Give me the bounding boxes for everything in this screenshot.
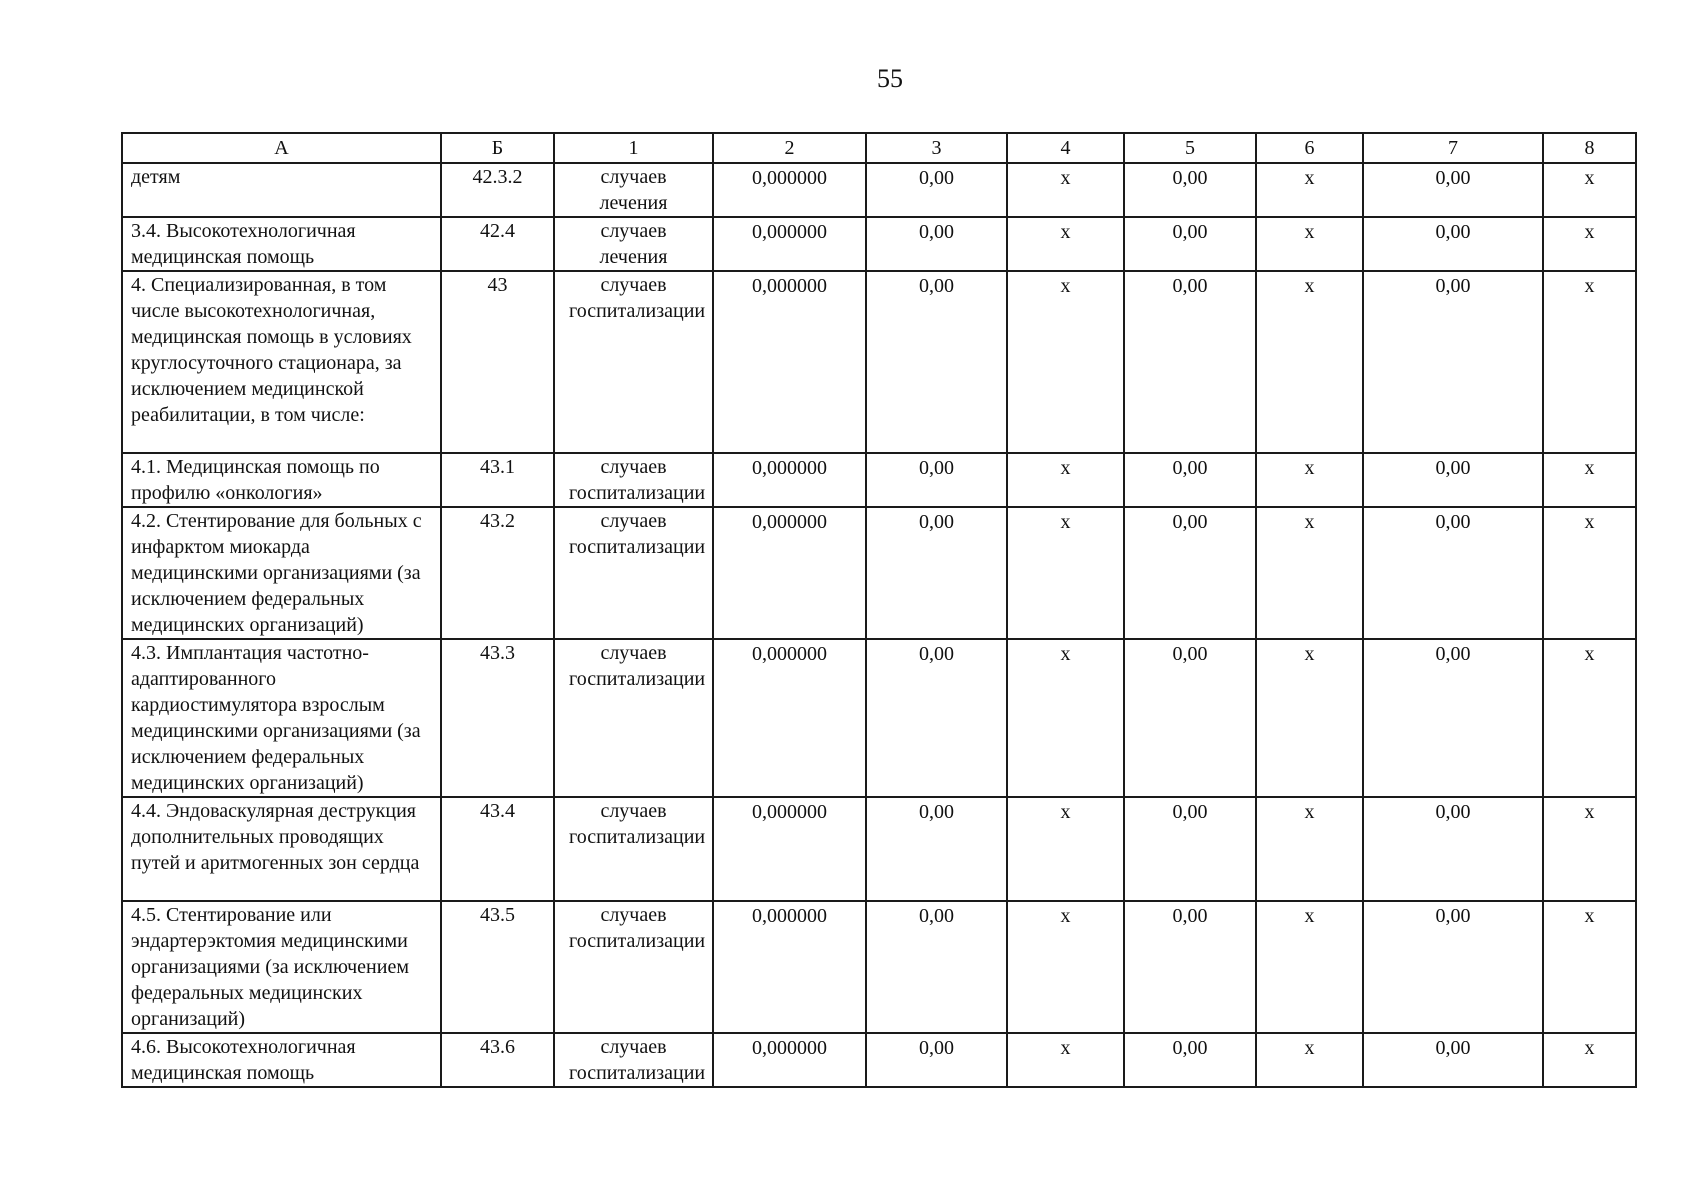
row-code-cell: 43.5 <box>441 901 554 1033</box>
table-row <box>122 901 1636 1033</box>
row-name-cell: детям <box>122 163 441 217</box>
row-unit-cell: случаев госпитализации <box>554 797 713 901</box>
row-unit-cell: случаев госпитализации <box>554 271 713 453</box>
row-value-cell: х <box>1256 901 1363 1033</box>
row-value-cell: х <box>1007 639 1124 797</box>
row-value-cell: 0,00 <box>1124 271 1256 453</box>
row-value-cell: х <box>1007 217 1124 271</box>
row-value-cell: 0,000000 <box>713 271 866 453</box>
row-value-cell: х <box>1007 797 1124 901</box>
row-unit-cell: случаев госпитализации <box>554 639 713 797</box>
row-code-cell: 43.4 <box>441 797 554 901</box>
row-value-cell: х <box>1256 639 1363 797</box>
column-header: 8 <box>1543 133 1636 163</box>
row-value-cell: х <box>1007 901 1124 1033</box>
row-name-cell: 4.2. Стентирование для больных с инфарктом миокарда медицинскими организациями (за исключением федеральных медицинских организаций) <box>122 507 441 639</box>
row-value-cell: х <box>1007 271 1124 453</box>
row-value-cell: 0,000000 <box>713 507 866 639</box>
row-value-cell: 0,00 <box>1124 507 1256 639</box>
table-row <box>122 217 1636 271</box>
row-value-cell: х <box>1256 797 1363 901</box>
column-header: 6 <box>1256 133 1363 163</box>
row-value-cell: х <box>1543 163 1636 217</box>
column-header: 4 <box>1007 133 1124 163</box>
row-value-cell: х <box>1256 507 1363 639</box>
row-value-cell: 0,000000 <box>713 1033 866 1087</box>
row-value-cell: 0,00 <box>1124 901 1256 1033</box>
row-value-cell: 0,000000 <box>713 453 866 507</box>
row-value-cell: 0,00 <box>1363 901 1543 1033</box>
row-name-cell: 4.4. Эндоваскулярная деструкция дополнительных проводящих путей и аритмогенных зон сердца <box>122 797 441 901</box>
row-unit-cell: случаев госпитализации <box>554 1033 713 1087</box>
row-value-cell: 0,00 <box>866 453 1007 507</box>
table-row <box>122 639 1636 797</box>
column-header: Б <box>441 133 554 163</box>
row-code-cell: 43.1 <box>441 453 554 507</box>
column-header: 1 <box>554 133 713 163</box>
row-value-cell: 0,00 <box>1124 453 1256 507</box>
row-value-cell: 0,00 <box>866 507 1007 639</box>
table-row <box>122 507 1636 639</box>
row-value-cell: х <box>1256 271 1363 453</box>
row-value-cell: х <box>1543 797 1636 901</box>
row-value-cell: х <box>1543 1033 1636 1087</box>
row-value-cell: 0,00 <box>866 163 1007 217</box>
row-name-cell: 4. Специализированная, в том числе высокотехнологичная, медицинская помощь в условиях круглосуточного стационара, за исключением медицинской реабилитации, в том числе: <box>122 271 441 453</box>
row-code-cell: 43.2 <box>441 507 554 639</box>
row-value-cell: 0,00 <box>1363 639 1543 797</box>
row-value-cell: 0,00 <box>866 1033 1007 1087</box>
row-value-cell: 0,000000 <box>713 163 866 217</box>
column-header: 3 <box>866 133 1007 163</box>
column-header: 7 <box>1363 133 1543 163</box>
row-value-cell: х <box>1543 453 1636 507</box>
row-value-cell: 0,00 <box>1363 453 1543 507</box>
table-row <box>122 797 1636 901</box>
row-value-cell: 0,000000 <box>713 797 866 901</box>
row-value-cell: 0,00 <box>1363 271 1543 453</box>
page-number: 55 <box>877 64 903 93</box>
row-value-cell: 0,00 <box>1363 507 1543 639</box>
row-value-cell: 0,00 <box>1363 217 1543 271</box>
row-value-cell: х <box>1543 639 1636 797</box>
row-value-cell: х <box>1007 1033 1124 1087</box>
table-row <box>122 1033 1636 1087</box>
row-value-cell: х <box>1543 507 1636 639</box>
row-name-cell: 4.5. Стентирование или эндартерэктомия медицинскими организациями (за исключением федеральных медицинских организаций) <box>122 901 441 1033</box>
row-value-cell: 0,00 <box>1124 163 1256 217</box>
row-value-cell: 0,00 <box>866 217 1007 271</box>
row-name-cell: 3.4. Высокотехнологичная медицинская помощь <box>122 217 441 271</box>
row-value-cell: 0,00 <box>1124 217 1256 271</box>
row-value-cell: х <box>1007 507 1124 639</box>
table-header <box>122 133 1636 163</box>
row-value-cell: 0,000000 <box>713 901 866 1033</box>
column-header: 5 <box>1124 133 1256 163</box>
row-name-cell: 4.3. Имплантация частотно-адаптированного кардиостимулятора взрослым медицинскими организациями (за исключением федеральных медицинских организаций) <box>122 639 441 797</box>
table-row <box>122 163 1636 217</box>
row-value-cell: 0,00 <box>1363 163 1543 217</box>
row-value-cell: 0,00 <box>1363 797 1543 901</box>
row-value-cell: 0,000000 <box>713 639 866 797</box>
row-value-cell: х <box>1256 1033 1363 1087</box>
row-value-cell: х <box>1007 163 1124 217</box>
row-value-cell: 0,00 <box>1124 797 1256 901</box>
row-code-cell: 43 <box>441 271 554 453</box>
column-header: А <box>122 133 441 163</box>
row-value-cell: 0,00 <box>1124 1033 1256 1087</box>
row-value-cell: х <box>1256 453 1363 507</box>
row-unit-cell: случаев лечения <box>554 163 713 217</box>
row-code-cell: 42.3.2 <box>441 163 554 217</box>
table-row <box>122 271 1636 453</box>
row-value-cell: х <box>1543 217 1636 271</box>
row-value-cell: х <box>1256 163 1363 217</box>
row-value-cell: х <box>1543 271 1636 453</box>
row-name-cell: 4.1. Медицинская помощь по профилю «онкология» <box>122 453 441 507</box>
row-value-cell: х <box>1256 217 1363 271</box>
table-row <box>122 453 1636 507</box>
row-unit-cell: случаев госпитализации <box>554 901 713 1033</box>
row-value-cell: 0,00 <box>1124 639 1256 797</box>
row-name-cell: 4.6. Высокотехнологичная медицинская помощь <box>122 1033 441 1087</box>
row-value-cell: 0,00 <box>866 639 1007 797</box>
row-unit-cell: случаев госпитализации <box>554 453 713 507</box>
row-value-cell: 0,00 <box>866 901 1007 1033</box>
data-table <box>121 132 1637 1088</box>
row-value-cell: 0,00 <box>1363 1033 1543 1087</box>
row-value-cell: х <box>1543 901 1636 1033</box>
column-header: 2 <box>713 133 866 163</box>
table-body <box>122 163 1636 1087</box>
row-value-cell: 0,00 <box>866 271 1007 453</box>
row-code-cell: 43.6 <box>441 1033 554 1087</box>
row-value-cell: х <box>1007 453 1124 507</box>
row-unit-cell: случаев госпитализации <box>554 507 713 639</box>
row-value-cell: 0,000000 <box>713 217 866 271</box>
header-row <box>122 133 1636 163</box>
row-unit-cell: случаев лечения <box>554 217 713 271</box>
row-code-cell: 43.3 <box>441 639 554 797</box>
row-code-cell: 42.4 <box>441 217 554 271</box>
row-value-cell: 0,00 <box>866 797 1007 901</box>
